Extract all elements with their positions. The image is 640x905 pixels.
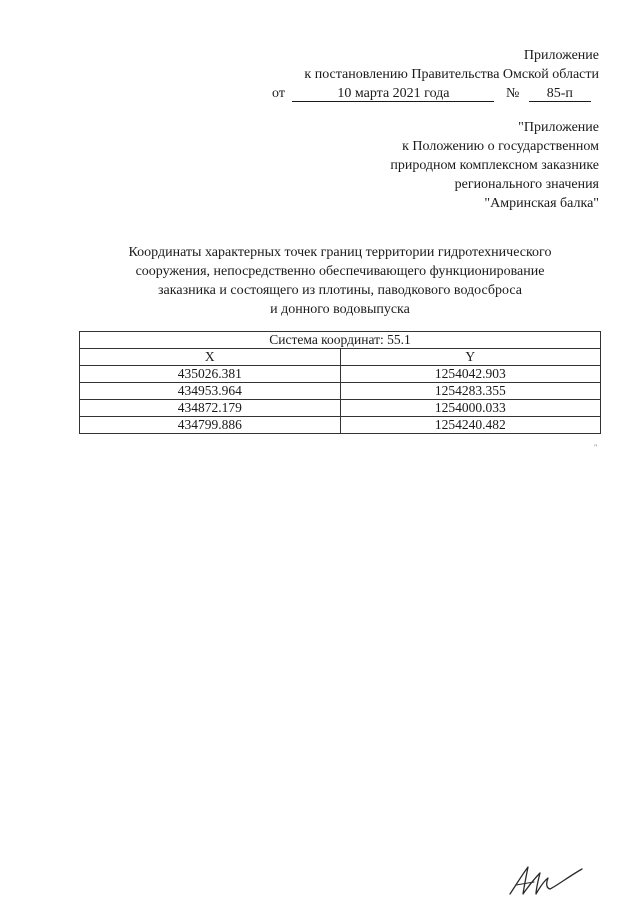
document-title-line2: сооружения, непосредственно обеспечивающего функционирование xyxy=(135,264,545,279)
document-title-line4: и донного водовыпуска xyxy=(270,302,410,317)
decree-date: 10 марта 2021 года xyxy=(292,86,494,102)
appendix-ref-line1: "Приложение xyxy=(518,120,599,135)
appendix-ref-line5: "Амринская балка" xyxy=(484,196,599,211)
cell-x: 434872.179 xyxy=(80,400,341,417)
decree-date-line xyxy=(272,85,591,102)
table-row xyxy=(80,417,601,434)
table-row xyxy=(80,383,601,400)
cell-x: 435026.381 xyxy=(80,366,341,383)
number-sign: № xyxy=(505,86,520,101)
decree-number: 85-п xyxy=(529,86,591,102)
table-header-row xyxy=(80,349,601,366)
cell-x: 434799.886 xyxy=(80,417,341,434)
appendix-ref-line3: природном комплексном заказнике xyxy=(390,158,599,173)
coordinate-system-label: Система координат: 55.1 xyxy=(80,332,601,349)
cell-x: 434953.964 xyxy=(80,383,341,400)
column-header-y: Y xyxy=(340,349,601,366)
table-row xyxy=(80,400,601,417)
cell-y: 1254042.903 xyxy=(340,366,601,383)
appendix-label: Приложение xyxy=(523,48,599,63)
coordinates-table xyxy=(79,331,601,434)
table-system-row xyxy=(80,332,601,349)
document-title-line3: заказника и состоящего из плотины, паводкового водосброса xyxy=(158,283,522,298)
table-row xyxy=(80,366,601,383)
cell-y: 1254283.355 xyxy=(340,383,601,400)
signature-icon xyxy=(506,863,584,899)
appendix-ref-line4: регионального значения xyxy=(454,177,599,192)
date-prefix: от xyxy=(272,86,285,101)
cell-y: 1254240.482 xyxy=(340,417,601,434)
closing-quote-mark: " xyxy=(594,443,598,452)
appendix-ref-line2: к Положению о государственном xyxy=(402,139,599,154)
document-title-line1: Координаты характерных точек границ территории гидротехнического xyxy=(128,245,552,260)
column-header-x: X xyxy=(80,349,341,366)
cell-y: 1254000.033 xyxy=(340,400,601,417)
decree-reference: к постановлению Правительства Омской области xyxy=(304,67,599,82)
